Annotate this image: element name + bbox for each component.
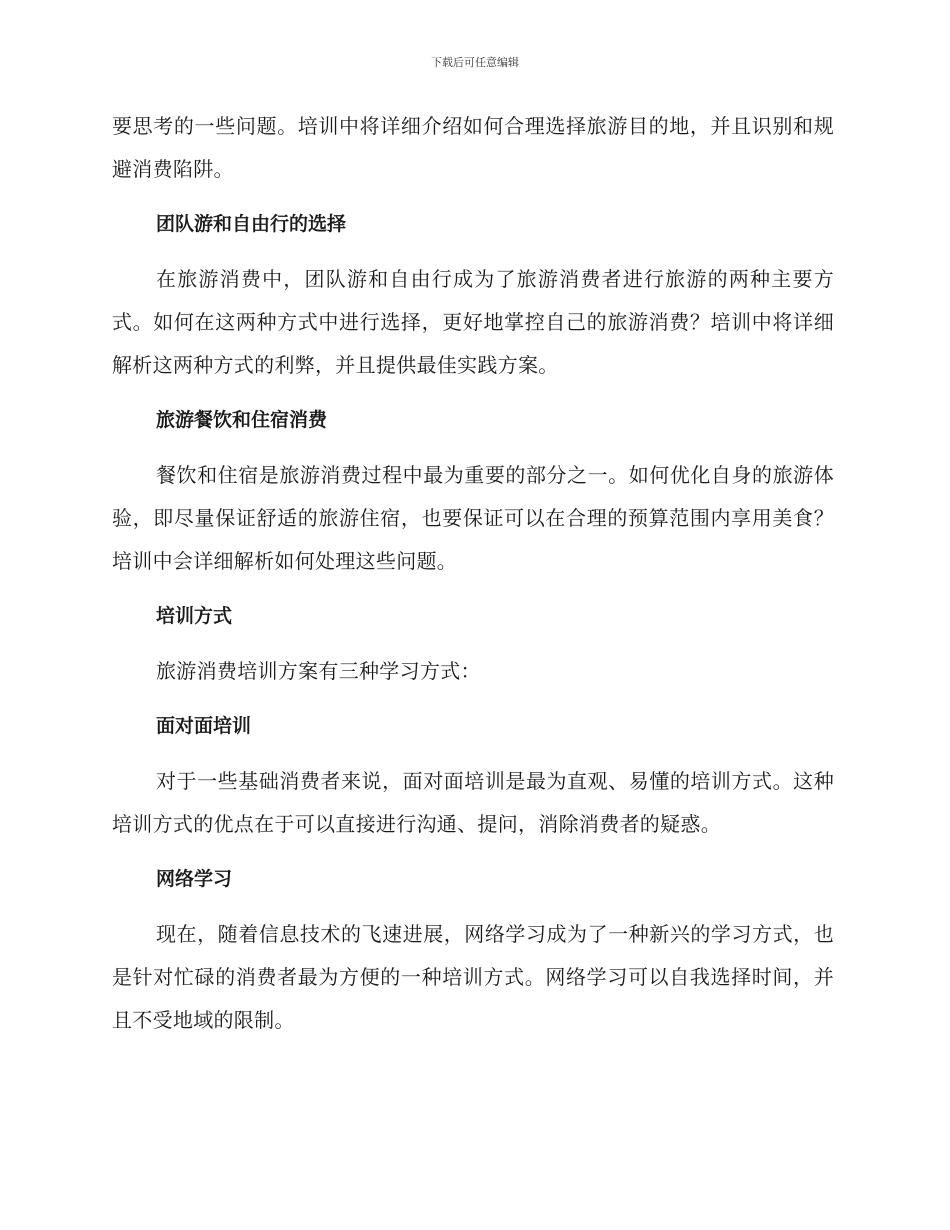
face-to-face-paragraph: 对于一些基础消费者来说，面对面培训是最为直观、易懂的培训方式。这种培训方式的优点在于可以直接进行沟通、提问，消除消费者的疑惑。 <box>112 769 834 836</box>
food-lodging-heading: 旅游餐饮和住宿消费 <box>156 409 328 431</box>
intro-tail-paragraph: 要思考的一些问题。培训中将详细介绍如何合理选择旅游目的地，并且识别和规避消费陷阱。 <box>112 114 834 181</box>
training-methods-paragraph: 旅游消费培训方案有三种学习方式： <box>156 659 481 683</box>
face-to-face-heading: 面对面培训 <box>156 715 252 737</box>
online-learning-heading: 网络学习 <box>156 868 233 890</box>
food-lodging-paragraph: 餐饮和住宿是旅游消费过程中最为重要的部分之一。如何优化自身的旅游体验，即尽量保证舒适的旅游住宿，也要保证可以在合理的预算范围内享用美食？培训中会详细解析如何处理这些问题。 <box>112 463 834 573</box>
group-vs-independent-heading: 团队游和自由行的选择 <box>156 213 347 235</box>
document-body <box>112 105 834 1054</box>
header-note: 下载后可任意编辑 <box>431 56 519 69</box>
training-methods-heading: 培训方式 <box>156 605 233 627</box>
online-learning-paragraph: 现在，随着信息技术的飞速进展，网络学习成为了一种新兴的学习方式，也是针对忙碌的消费者最为方便的一种培训方式。网络学习可以自我选择时间，并且不受地域的限制。 <box>112 922 834 1032</box>
group-vs-independent-paragraph: 在旅游消费中，团队游和自由行成为了旅游消费者进行旅游的两种主要方式。如何在这两种方式中进行选择，更好地掌控自己的旅游消费？培训中将详细解析这两种方式的利弊，并且提供最佳实践方案。 <box>112 267 834 377</box>
